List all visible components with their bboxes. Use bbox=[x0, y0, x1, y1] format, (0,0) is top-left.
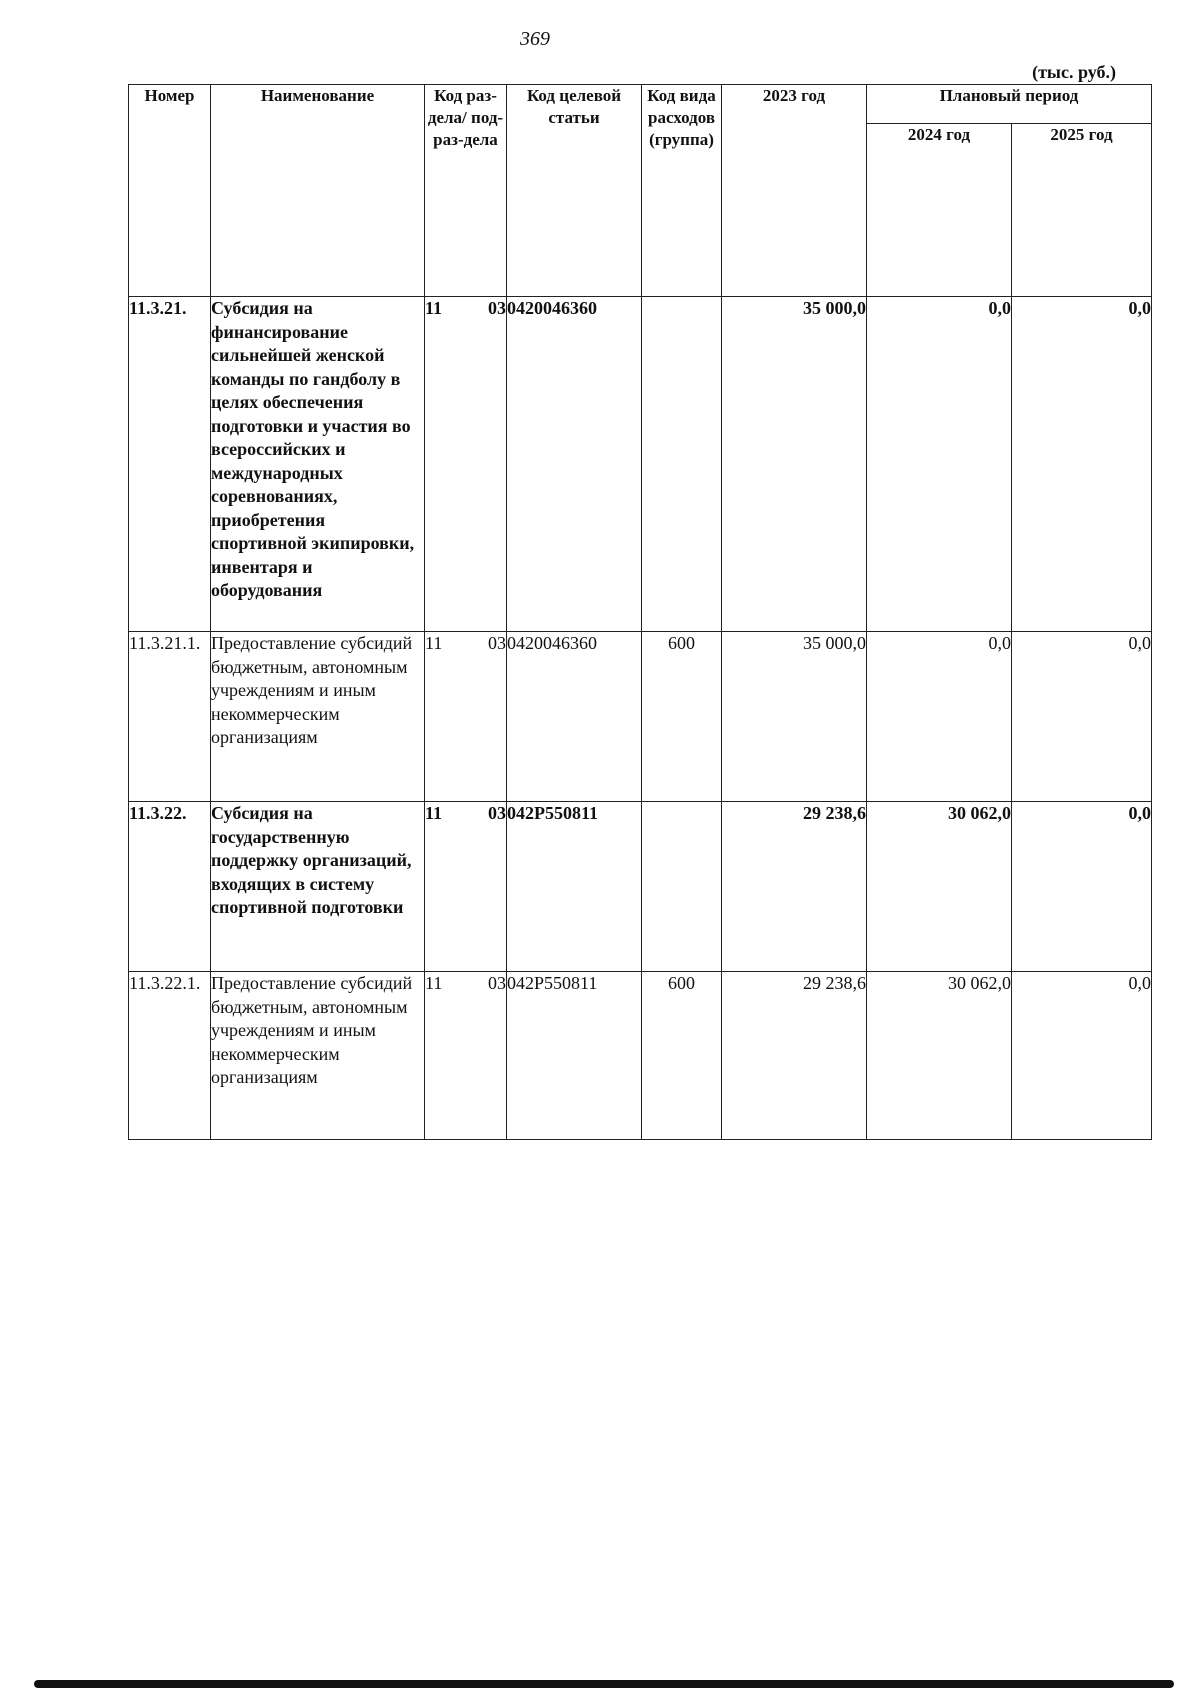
row-subsection: 03 bbox=[488, 633, 506, 653]
row-section: 11 bbox=[425, 633, 443, 653]
row-value-2023: 35 000,0 bbox=[722, 632, 867, 802]
row-section: 11 bbox=[425, 973, 443, 993]
row-article-code: 042P550811 bbox=[507, 972, 642, 1140]
row-subsection: 03 bbox=[488, 803, 506, 823]
row-section: 11 bbox=[425, 298, 443, 318]
row-name: Субсидия на государственную поддержку организаций, входящих в систему спортивной подготовки bbox=[211, 802, 425, 972]
table-header bbox=[129, 85, 1152, 297]
row-number: 11.3.21. bbox=[129, 297, 211, 632]
row-subsection: 03 bbox=[488, 298, 506, 318]
row-value-2025: 0,0 bbox=[1012, 297, 1152, 632]
row-value-2025: 0,0 bbox=[1012, 802, 1152, 972]
row-value-2024: 30 062,0 bbox=[867, 972, 1012, 1140]
table-row bbox=[129, 297, 1152, 632]
row-subsection: 03 bbox=[488, 973, 506, 993]
header-number: Номер bbox=[129, 85, 211, 297]
row-expense-kind bbox=[642, 297, 722, 632]
row-article-code: 042P550811 bbox=[507, 802, 642, 972]
row-article-code: 0420046360 bbox=[507, 632, 642, 802]
row-name: Предоставление субсидий бюджетным, автономным учреждениям и иным некоммерческим организациям bbox=[211, 632, 425, 802]
row-section-code bbox=[425, 632, 507, 802]
row-value-2024: 0,0 bbox=[867, 632, 1012, 802]
row-number: 11.3.22.1. bbox=[129, 972, 211, 1140]
row-value-2023: 29 238,6 bbox=[722, 972, 867, 1140]
header-year-2023: 2023 год bbox=[722, 85, 867, 297]
header-planned-period: Плановый период bbox=[867, 85, 1152, 124]
units-label: (тыс. руб.) bbox=[1032, 62, 1116, 82]
row-value-2024: 0,0 bbox=[867, 297, 1012, 632]
page-number: 369 bbox=[520, 28, 550, 50]
row-section-code bbox=[425, 972, 507, 1140]
row-expense-kind bbox=[642, 802, 722, 972]
row-article-code: 0420046360 bbox=[507, 297, 642, 632]
table-body bbox=[129, 297, 1152, 1140]
row-expense-kind: 600 bbox=[642, 632, 722, 802]
row-number: 11.3.22. bbox=[129, 802, 211, 972]
table-row bbox=[129, 632, 1152, 802]
row-value-2023: 35 000,0 bbox=[722, 297, 867, 632]
budget-table bbox=[128, 84, 1152, 1140]
row-value-2023: 29 238,6 bbox=[722, 802, 867, 972]
header-section-code: Код раз-дела/ под-раз-дела bbox=[425, 85, 507, 297]
row-section: 11 bbox=[425, 803, 443, 823]
table-row bbox=[129, 972, 1152, 1140]
row-section-code bbox=[425, 297, 507, 632]
footer-rule bbox=[34, 1680, 1174, 1688]
header-name: Наименование bbox=[211, 85, 425, 297]
row-name: Субсидия на финансирование сильнейшей женской команды по гандболу в целях обеспечения подготовки и участия во всероссийских и международных соревнованиях, приобретения спортивной экипировки, инвентаря и оборудования bbox=[211, 297, 425, 632]
row-value-2025: 0,0 bbox=[1012, 632, 1152, 802]
table-row bbox=[129, 802, 1152, 972]
row-name: Предоставление субсидий бюджетным, автономным учреждениям и иным некоммерческим организациям bbox=[211, 972, 425, 1140]
row-section-code bbox=[425, 802, 507, 972]
row-value-2025: 0,0 bbox=[1012, 972, 1152, 1140]
row-expense-kind: 600 bbox=[642, 972, 722, 1140]
header-year-2025: 2025 год bbox=[1012, 124, 1152, 297]
header-article-code: Код целевой статьи bbox=[507, 85, 642, 297]
header-year-2024: 2024 год bbox=[867, 124, 1012, 297]
row-number: 11.3.21.1. bbox=[129, 632, 211, 802]
header-expense-kind-code: Код вида расходов (группа) bbox=[642, 85, 722, 297]
row-value-2024: 30 062,0 bbox=[867, 802, 1012, 972]
